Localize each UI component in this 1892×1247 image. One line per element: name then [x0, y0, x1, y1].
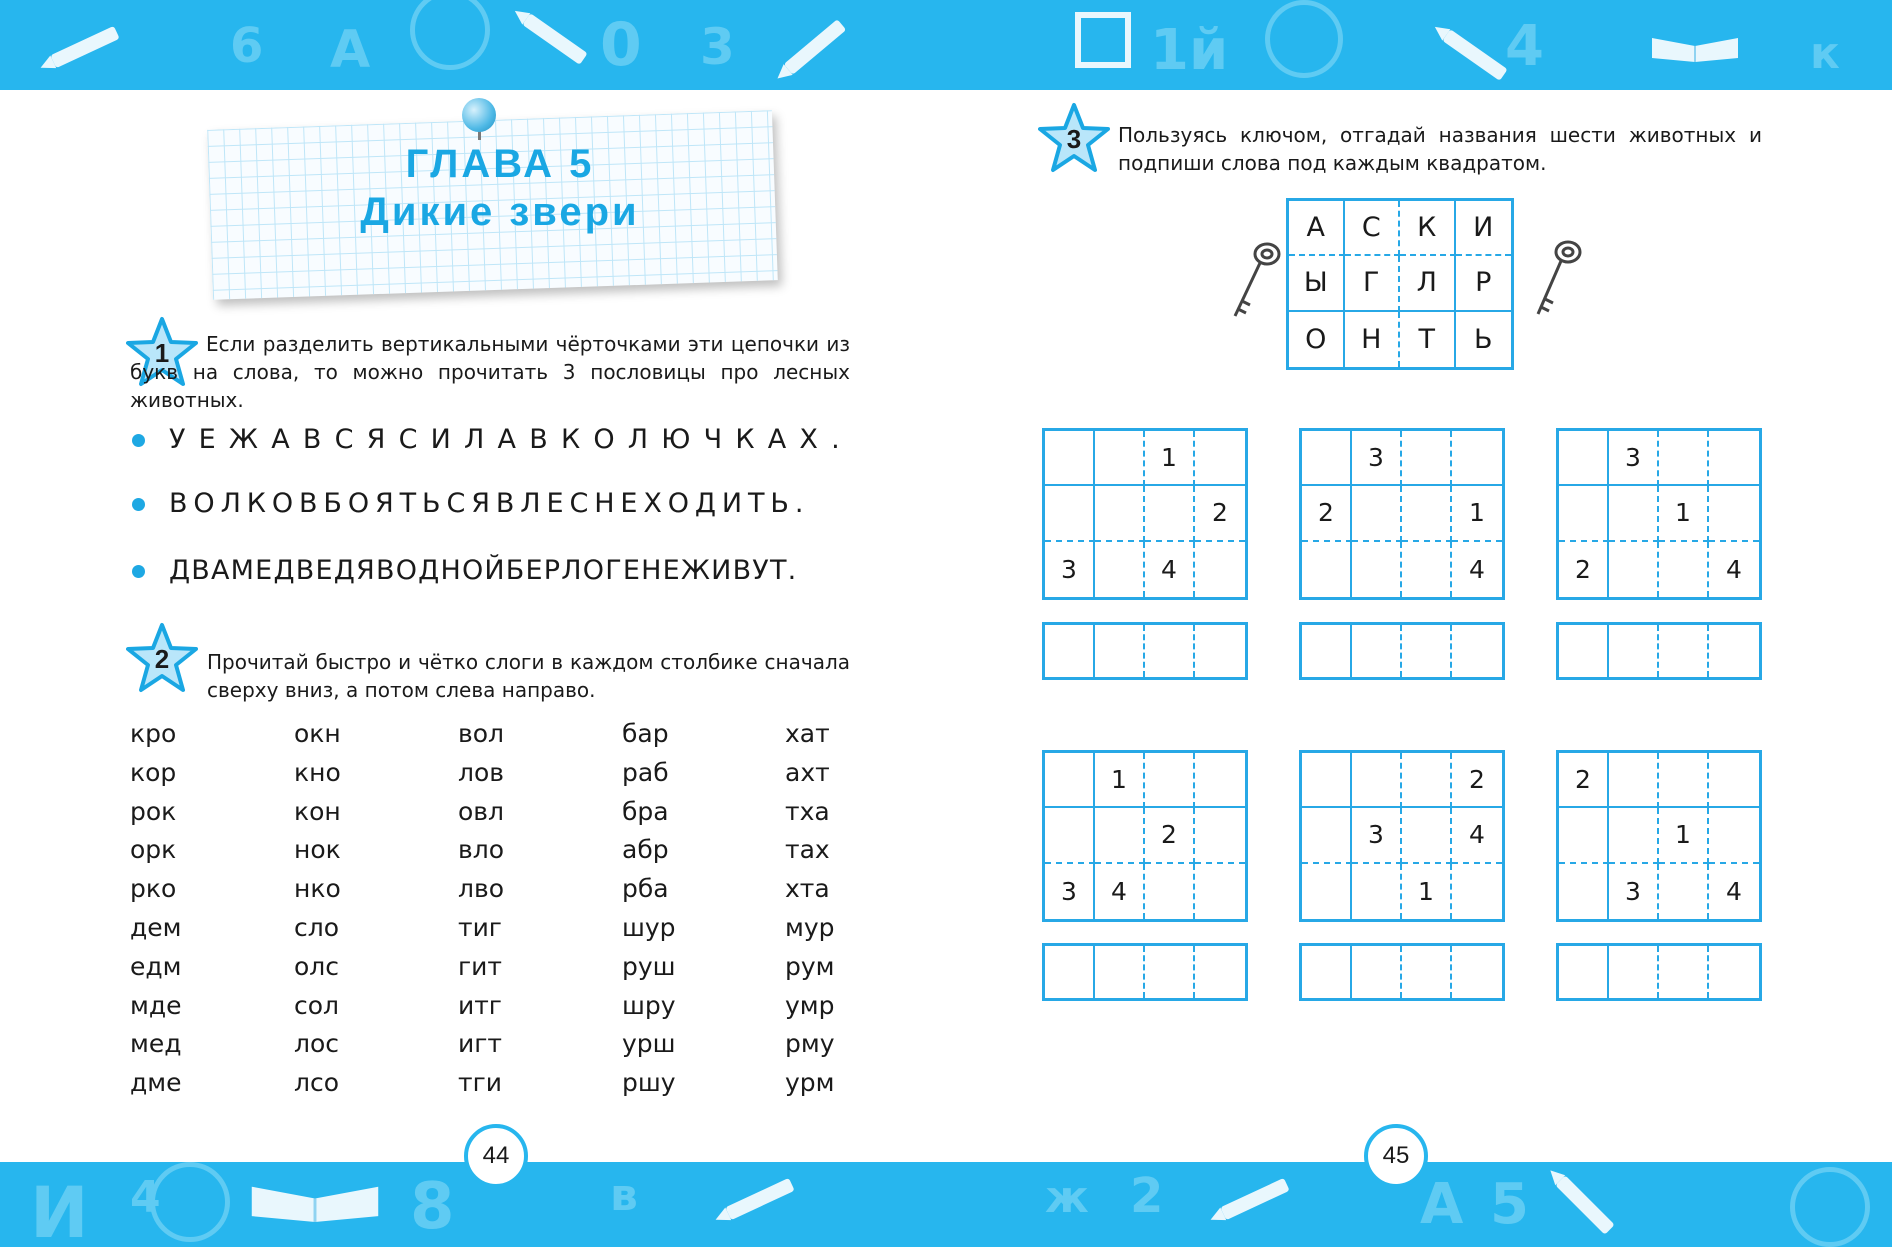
ghost-letter-decoration: в: [610, 1170, 638, 1221]
task-1-instructions: Если разделить вертикальными чёрточками эти цепочки из букв на слова, то можно прочитать 3 пословицы про лесных животных.: [130, 332, 850, 412]
puzzle-cell: [1402, 808, 1452, 863]
puzzle-cell: [1659, 431, 1709, 486]
answer-field[interactable]: [1556, 943, 1762, 1001]
syllable: итг: [458, 990, 502, 1020]
key-icon: [1528, 236, 1588, 320]
syllable: лов: [458, 757, 505, 787]
key-cell: Г: [1345, 256, 1401, 311]
answer-cell[interactable]: [1709, 625, 1759, 677]
letter-chain-text: УЕЖАВСЯСИЛАВКОЛЮЧКАХ.: [169, 424, 853, 455]
puzzle-cell: [1352, 486, 1402, 541]
book-icon: [1650, 28, 1740, 62]
syllable: тги: [458, 1068, 502, 1098]
puzzle-cell: [1659, 864, 1709, 919]
target-icon: [1790, 1167, 1870, 1247]
syllable: тах: [785, 835, 830, 865]
page-number-right: 45: [1364, 1124, 1428, 1188]
key-cell: Н: [1345, 312, 1401, 367]
syllable: тиг: [458, 912, 502, 942]
answer-cell[interactable]: [1659, 946, 1709, 998]
key-cell: А: [1289, 201, 1345, 256]
syllable: рму: [785, 1029, 835, 1059]
puzzle-cell: 3: [1352, 431, 1402, 486]
task-2-instructions: Прочитай быстро и чётко слоги в каждом столбике сначала сверху вниз, а потом слева направо.: [207, 650, 850, 702]
puzzle-cell: 4: [1095, 864, 1145, 919]
ghost-letter-decoration: 0: [600, 10, 642, 80]
ghost-letter-decoration: И: [30, 1172, 89, 1247]
puzzle-grid: [1042, 750, 1248, 922]
syllable: умр: [785, 990, 835, 1020]
puzzle-grid: [1042, 428, 1248, 600]
chapter-title: Дикие звери: [360, 190, 640, 234]
answer-cell[interactable]: [1559, 625, 1609, 677]
answer-field[interactable]: [1042, 943, 1248, 1001]
syllable: сол: [294, 990, 340, 1020]
target-icon: [150, 1162, 230, 1242]
pencil-icon: [725, 1178, 794, 1220]
puzzle-cell: [1095, 542, 1145, 597]
puzzle-cell: [1352, 542, 1402, 597]
answer-cell[interactable]: [1609, 625, 1659, 677]
syllable: лсо: [294, 1068, 340, 1098]
key-cell: Р: [1456, 256, 1512, 311]
syllable: вло: [458, 835, 505, 865]
task-3-number: 3: [1066, 124, 1082, 154]
syllable: кон: [294, 796, 341, 826]
syllable: ршу: [622, 1068, 676, 1098]
puzzle-cell: [1352, 864, 1402, 919]
pencil-icon: [1555, 1175, 1614, 1234]
puzzle-cell: 1: [1659, 808, 1709, 863]
syllable: бра: [622, 796, 669, 826]
answer-cell[interactable]: [1095, 946, 1145, 998]
answer-cell[interactable]: [1452, 946, 1502, 998]
puzzle-cell: [1609, 808, 1659, 863]
ghost-letter-decoration: А: [330, 20, 371, 80]
key-cell: С: [1345, 201, 1401, 256]
puzzle-cell: [1559, 864, 1609, 919]
puzzle-cell: [1145, 486, 1195, 541]
puzzle-cell: 2: [1195, 486, 1245, 541]
syllable: нко: [294, 874, 341, 904]
puzzle-cell: 3: [1352, 808, 1402, 863]
answer-cell[interactable]: [1709, 946, 1759, 998]
ghost-letter-decoration: 1й: [1150, 18, 1229, 83]
puzzle-cell: [1045, 486, 1095, 541]
puzzle-cell: [1045, 808, 1095, 863]
syllable: хта: [785, 874, 830, 904]
puzzle-cell: [1402, 753, 1452, 808]
syllable-column: [294, 715, 341, 1103]
puzzle-cell: [1452, 864, 1502, 919]
syllable: мде: [130, 990, 182, 1020]
syllable: кро: [130, 719, 177, 748]
puzzle-cell: 3: [1045, 864, 1095, 919]
syllable: рко: [130, 874, 177, 904]
syllable: орк: [130, 835, 177, 865]
task-3-instructions: Пользуясь ключом, отгадай названия шести животных и подпиши слова под каждым квадратом.: [1118, 123, 1762, 175]
syllable: шру: [622, 990, 676, 1020]
answer-cell[interactable]: [1045, 625, 1095, 677]
brush-icon: [784, 19, 847, 75]
puzzle-cell: 4: [1726, 554, 1742, 584]
letter-chain-text: ВОЛКОВБОЯТЬСЯВЛЕСНЕХОДИТЬ.: [169, 488, 810, 519]
syllable: хат: [785, 719, 830, 748]
letter-chain: [132, 555, 797, 586]
syllable: рок: [130, 796, 177, 826]
syllable-column: [622, 715, 676, 1103]
puzzle-cell: 1: [1402, 864, 1452, 919]
puzzle-cell: [1302, 542, 1352, 597]
puzzle-cell: [1709, 486, 1759, 541]
puzzle-cell: 1: [1659, 486, 1709, 541]
ghost-letter-decoration: 2: [1130, 1168, 1164, 1224]
syllable: мур: [785, 912, 835, 942]
puzzle-cell: [1095, 486, 1145, 541]
page-number-left: 44: [464, 1124, 528, 1188]
puzzle-cell: [1095, 431, 1145, 486]
puzzle-grid: [1556, 428, 1762, 600]
target-icon: [1265, 0, 1343, 78]
puzzle-cell: 3: [1609, 864, 1659, 919]
ghost-letter-decoration: 4: [1505, 14, 1544, 79]
chapter-number: ГЛАВА 5: [405, 142, 595, 186]
syllable-column: [130, 715, 182, 1103]
syllable: мед: [130, 1029, 182, 1059]
syllable: игт: [458, 1029, 502, 1059]
syllable: сло: [294, 912, 340, 942]
puzzle-cell: 1: [1095, 753, 1145, 808]
syllable: рум: [785, 951, 835, 981]
answer-field[interactable]: [1556, 622, 1762, 680]
syllable: раб: [622, 757, 669, 787]
ghost-letter-decoration: ж: [1045, 1172, 1089, 1223]
cipher-key-grid: [1286, 198, 1514, 370]
bullet-dot: [132, 565, 145, 578]
puzzle-cell: 1: [1452, 486, 1502, 541]
puzzle-cell: 3: [1609, 431, 1659, 486]
ghost-letter-decoration: А: [1420, 1172, 1464, 1237]
syllable: дем: [130, 912, 182, 942]
answer-field[interactable]: [1299, 943, 1505, 1001]
puzzle-cell: [1302, 864, 1352, 919]
puzzle-cell: [1195, 431, 1245, 486]
ghost-letter-decoration: 5: [1490, 1172, 1529, 1237]
puzzle-cell: 2: [1559, 753, 1609, 808]
puzzle-cell: [1559, 808, 1609, 863]
bullet-dot: [132, 498, 145, 511]
puzzle-cell: 4: [1469, 554, 1485, 584]
answer-cell[interactable]: [1302, 946, 1352, 998]
puzzle-cell: [1145, 753, 1195, 808]
letter-chain: [132, 488, 809, 519]
puzzle-cell: [1195, 808, 1245, 863]
puzzle-cell: 3: [1045, 542, 1095, 597]
letter-chain: [132, 424, 853, 455]
syllable: овл: [458, 796, 505, 826]
ghost-letter-decoration: 3: [700, 18, 735, 76]
answer-cell[interactable]: [1659, 625, 1709, 677]
syllable: шур: [622, 912, 676, 942]
syllable: урм: [785, 1068, 835, 1098]
syllable: дме: [130, 1068, 182, 1098]
syllable: рба: [622, 874, 669, 904]
puzzle-cell: [1659, 542, 1709, 597]
key-cell: О: [1289, 312, 1345, 367]
puzzle-grid: [1556, 750, 1762, 922]
answer-field[interactable]: [1299, 622, 1505, 680]
puzzle-cell: [1659, 753, 1709, 808]
puzzle-cell: [1352, 753, 1402, 808]
syllable: кно: [294, 757, 341, 787]
puzzle-cell: [1559, 486, 1609, 541]
puzzle-grid: [1299, 428, 1505, 600]
syllable: руш: [622, 951, 676, 981]
answer-cell[interactable]: [1145, 625, 1195, 677]
pencil-icon: [50, 26, 119, 68]
puzzle-cell: 4: [1452, 808, 1502, 863]
answer-cell[interactable]: [1352, 625, 1402, 677]
answer-cell[interactable]: [1195, 625, 1245, 677]
ghost-letter-decoration: 6: [230, 18, 264, 74]
key-cell: Т: [1400, 312, 1456, 367]
brush-icon: [1220, 1178, 1289, 1220]
puzzle-grid: [1299, 750, 1505, 922]
task-3-star-badge: [1038, 102, 1110, 174]
key-cell: Ь: [1473, 323, 1493, 355]
book-icon: [245, 1172, 385, 1222]
puzzle-cell: [1302, 431, 1352, 486]
ghost-letter-decoration: 4: [130, 1172, 161, 1223]
letter-chain-text: ДВАМЕДВЕДЯВОДНОЙБЕРЛОГЕНЕЖИВУТ.: [169, 555, 798, 586]
pencil-icon: [1442, 29, 1507, 81]
puzzle-cell: 2: [1559, 542, 1609, 597]
puzzle-cell: [1609, 542, 1659, 597]
puzzle-cell: [1195, 542, 1245, 597]
puzzle-cell: [1045, 753, 1095, 808]
sun-icon: [410, 0, 490, 70]
answer-field[interactable]: [1042, 622, 1248, 680]
key-cell: И: [1456, 201, 1512, 256]
answer-cell[interactable]: [1609, 946, 1659, 998]
answer-cell[interactable]: [1402, 946, 1452, 998]
answer-cell[interactable]: [1352, 946, 1402, 998]
puzzle-cell: 2: [1145, 808, 1195, 863]
answer-cell[interactable]: [1559, 946, 1609, 998]
top-decorative-band: [0, 0, 1892, 90]
puzzle-cell: [1045, 431, 1095, 486]
key-icon: [1225, 238, 1285, 322]
answer-cell[interactable]: [1402, 625, 1452, 677]
puzzle-cell: 4: [1145, 542, 1195, 597]
puzzle-cell: [1145, 864, 1195, 919]
puzzle-cell: [1609, 753, 1659, 808]
syllable: урш: [622, 1029, 676, 1059]
puzzle-cell: [1709, 753, 1759, 808]
puzzle-cell: [1609, 486, 1659, 541]
pushpin-icon: [462, 98, 496, 132]
puzzle-cell: [1402, 486, 1452, 541]
key-cell: К: [1400, 201, 1456, 256]
puzzle-cell: [1402, 542, 1452, 597]
puzzle-cell: 2: [1302, 486, 1352, 541]
answer-cell[interactable]: [1045, 946, 1095, 998]
syllable: тха: [785, 796, 830, 826]
puzzle-cell: 1: [1145, 431, 1195, 486]
puzzle-cell: [1195, 753, 1245, 808]
syllable: ахт: [785, 757, 830, 787]
pencil-icon: [522, 13, 587, 65]
task-2-number: 2: [154, 644, 170, 674]
syllable: абр: [622, 835, 669, 865]
syllable: едм: [130, 951, 182, 981]
puzzle-cell: [1302, 753, 1352, 808]
puzzle-cell: [1302, 808, 1352, 863]
task-2-star-badge: [126, 622, 198, 694]
syllable: олс: [294, 951, 340, 981]
answer-cell[interactable]: [1195, 946, 1245, 998]
answer-cell[interactable]: [1095, 625, 1145, 677]
bullet-dot: [132, 434, 145, 447]
key-cell: Л: [1400, 256, 1456, 311]
syllable: лос: [294, 1029, 340, 1059]
square-icon: [1075, 12, 1131, 68]
syllable: лво: [458, 874, 505, 904]
puzzle-cell: [1709, 808, 1759, 863]
puzzle-cell: [1095, 808, 1145, 863]
syllable: нок: [294, 835, 341, 865]
key-cell: Ы: [1289, 256, 1345, 311]
puzzle-cell: 2: [1452, 753, 1502, 808]
puzzle-cell: [1402, 431, 1452, 486]
syllable: вол: [458, 719, 505, 748]
ghost-letter-decoration: 8: [410, 1170, 455, 1244]
chapter-heading: [330, 140, 670, 236]
syllable: окн: [294, 719, 341, 748]
ghost-letter-decoration: к: [1810, 28, 1840, 79]
syllable: гит: [458, 951, 502, 981]
bottom-decorative-band: [0, 1162, 1892, 1247]
syllable: кор: [130, 757, 177, 787]
syllable-column: [458, 715, 504, 1103]
puzzle-cell: [1559, 431, 1609, 486]
puzzle-cell: [1452, 431, 1502, 486]
answer-cell[interactable]: [1452, 625, 1502, 677]
answer-cell[interactable]: [1302, 625, 1352, 677]
syllable: бар: [622, 719, 669, 748]
task-1-number: 1: [154, 338, 170, 368]
puzzle-cell: [1709, 431, 1759, 486]
syllable-column: [785, 715, 835, 1103]
answer-cell[interactable]: [1145, 946, 1195, 998]
puzzle-cell: 4: [1726, 876, 1742, 906]
puzzle-cell: [1195, 864, 1245, 919]
